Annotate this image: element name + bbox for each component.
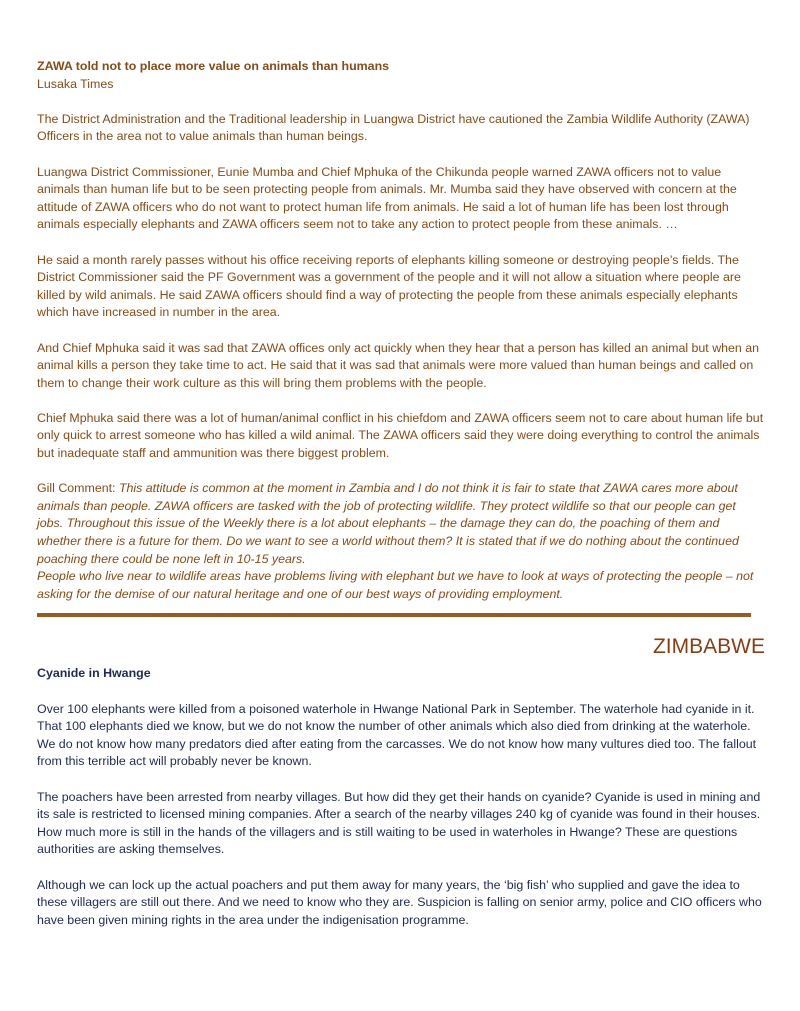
article-paragraph: The poachers have been arrested from nearby villages. But how did they get their hands on cyanide? Cyanide is used in mining and its sale is restricted to licensed mining companies. After a search of the nearby villages 240 kg of cyanide was found in their houses. How much more is still in the hands of the villagers and is still waiting to be used in waterholes in Hwange? These are questions authorities are asking themselves. bbox=[37, 789, 761, 857]
gill-comment bbox=[37, 480, 765, 568]
article-paragraph: The District Administration and the Traditional leadership in Luangwa District have cautioned the Zambia Wildlife Authority (ZAWA) Officers in the area not to value animals than human beings. bbox=[37, 111, 750, 144]
country-heading: ZIMBABWE bbox=[652, 635, 765, 659]
comment-label: Gill Comment: bbox=[37, 481, 119, 496]
article-paragraph: He said a month rarely passes without his office receiving reports of elephants killing someone or destroying people’s fields. The District Commissioner said the PF Government was a government of the people and it will not allow a situation where people are killed by wild animals. He said ZAWA officers should find a way of protecting the people from these animals especially elephants which have increased in number in the area. bbox=[37, 252, 741, 320]
article-paragraph: Over 100 elephants were killed from a poisoned waterhole in Hwange National Park in September. The waterhole had cyanide in it. That 100 elephants died we know, but we do not know the number of other animals which also died from drinking at the waterhole. We do not know how many predators died after eating from the carcasses. We do not know how many vultures died too. The fallout from this terrible act will probably never be known. bbox=[37, 701, 757, 769]
article-headline: ZAWA told not to place more value on animals than humans bbox=[37, 59, 390, 73]
section-divider bbox=[37, 613, 751, 617]
article-paragraph: Luangwa District Commissioner, Eunie Mumba and Chief Mphuka of the Chikunda people warned ZAWA officers not to value animals than human life but to be seen protecting people from animals. Mr. Mumba said they have observed with concern at the attitude of ZAWA officers who do not want to protect human life from animals. He said a lot of human life has been lost through animals especially elephants and ZAWA officers seem not to take any action to protect people from these animals. … bbox=[37, 164, 737, 232]
newsletter-page bbox=[37, 58, 765, 947]
zimbabwe-section bbox=[37, 633, 765, 929]
article-headline: Cyanide in Hwange bbox=[37, 666, 151, 681]
article-paragraph: And Chief Mphuka said it was sad that ZAWA offices only act quickly when they hear that a person has killed an animal but when an animal kills a person they take time to act. He said that it was sad that animals were more valued than human beings and called on them to change their work culture as this will bring them problems with the people. bbox=[37, 340, 760, 390]
article-source: Lusaka Times bbox=[37, 76, 114, 91]
zambia-article bbox=[37, 58, 765, 603]
article-paragraph: Although we can lock up the actual poachers and put them away for many years, the ‘big fish’ who supplied and gave the idea to these villagers are still out there. And we need to know who they are. Suspicion is falling on senior army, police and CIO officers who have been given mining rights in the area under the indigenisation programme. bbox=[37, 877, 762, 927]
comment-text: This attitude is common at the moment in Zambia and I do not think it is fair to state that ZAWA cares more about animals than people. ZAWA officers are tasked with the job of protecting wildlife. They protect wildlife so that our people can get jobs. Throughout this issue of the Weekly there is a lot about elephants – the damage they can do, the poaching of them and whether there is a future for them. Do we want to see a world without them? It is stated that if we do nothing about the continued poaching there could be none left in 10-15 years. bbox=[37, 481, 739, 566]
comment-text-continued: People who live near to wildlife areas have problems living with elephant but we have to look at ways of protecting the people – not asking for the demise of our natural heritage and one of our best ways of providing employment. bbox=[37, 569, 754, 601]
article-paragraph: Chief Mphuka said there was a lot of human/animal conflict in his chiefdom and ZAWA officers seem not to care about human life but only quick to arrest someone who has killed a wild animal. The ZAWA officers said they were doing everything to control the animals but inadequate staff and ammunition was there biggest problem. bbox=[37, 410, 764, 461]
